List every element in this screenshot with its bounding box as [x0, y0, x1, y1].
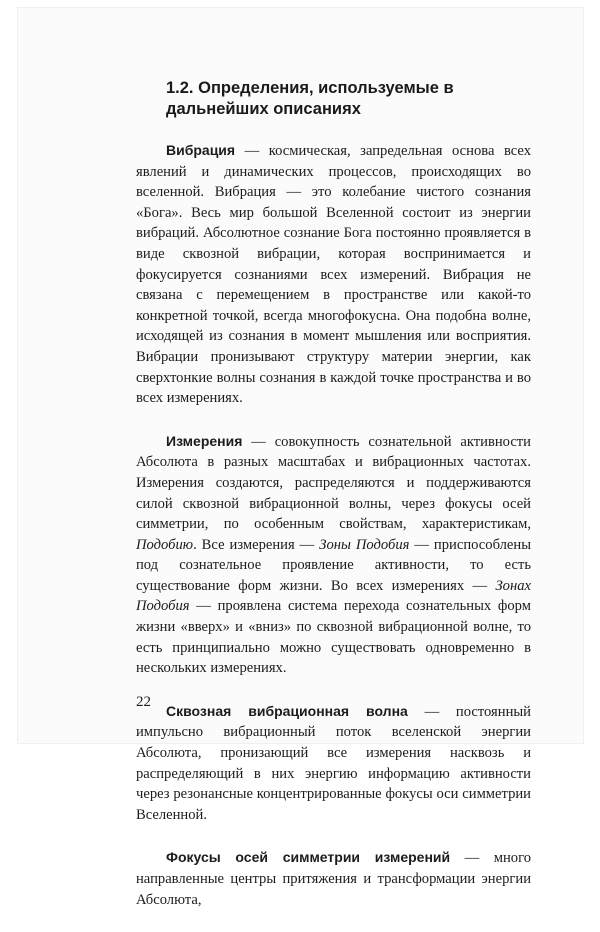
- definition-vibration: [136, 140, 531, 409]
- definition-vibration-text: — космическая, запредельная основа всех явлений и динамических процессов, происходящих во вселенной. Вибрация — это колебание чистого сознания «Бога». Весь мир большой Вселенной состоит из энергии вибраций. Абсолютное сознание Бога постоянно проявляется в виде сквозной вибрации, которая воспринимается и фокусируется сознаниями всех измерений. Вибрация не связана с перемещением в пространстве или какой-то конкретной точкой, всегда многофокусна. Она подобна волне, исходящей из сознания в момент мышления или восприятия. Вибрации пронизывают структуру материи энергии, как сверхтонкие волны сознания в каждой точке пространства и во всех измерениях.: [136, 143, 531, 407]
- definition-dimensions-text-2: . Все измерения —: [193, 536, 320, 553]
- page-number: 22: [136, 694, 151, 710]
- definition-dimensions-text-4: — проявлена система перехода сознательных форм жизни «вверх» и «вниз» по сквозной вибрационной волне, то есть принципиально можно существовать одновременно в нескольких измерениях.: [136, 598, 531, 677]
- definition-dimensions-italic-1: Подобию: [136, 536, 194, 553]
- definition-through-wave: [136, 701, 531, 826]
- definition-dimensions: [136, 431, 531, 679]
- term-symmetry-foci: Фокусы осей симметрии измерений: [166, 849, 451, 866]
- section-heading: 1.2. Определения, используемые в дальнейших описаниях: [166, 79, 454, 118]
- definition-dimensions-italic-2: Зоны Подобия: [319, 536, 410, 553]
- definition-through-wave-text: — постоянный импульсно вибрационный поток вселенской энергии Абсолюта, пронизающий все измерения насквозь и распределяющий в них энергию информацию активности через резонансные концентрированные фокусы оси симметрии Вселенной.: [136, 703, 531, 823]
- term-dimensions: Измерения: [166, 432, 243, 449]
- definition-symmetry-foci: [136, 847, 531, 910]
- definition-dimensions-text-1: — совокупность сознательной активности Абсолюта в разных масштабах и вибрационных частотах. Измерения создаются, распределяются и поддерживаются силой сквозной вибрационной волны, через фокусы осей симметрии, по особенным свойствам, характеристикам,: [136, 433, 531, 533]
- definition-dimensions-italic-3: Зонах Подобия: [136, 577, 531, 615]
- definition-symmetry-foci-text: — много направленные центры притяжения и трансформации энергии Абсолюта,: [136, 850, 531, 908]
- page-content: [136, 78, 531, 932]
- term-through-wave: Сквозная вибрационная волна: [166, 702, 408, 719]
- definition-dimensions-text-3: — приспособлены под сознательное проявление активности, то есть существование форм жизни. Во всех измерениях —: [136, 536, 532, 594]
- book-page: [18, 8, 583, 908]
- term-vibration: Вибрация: [166, 142, 236, 158]
